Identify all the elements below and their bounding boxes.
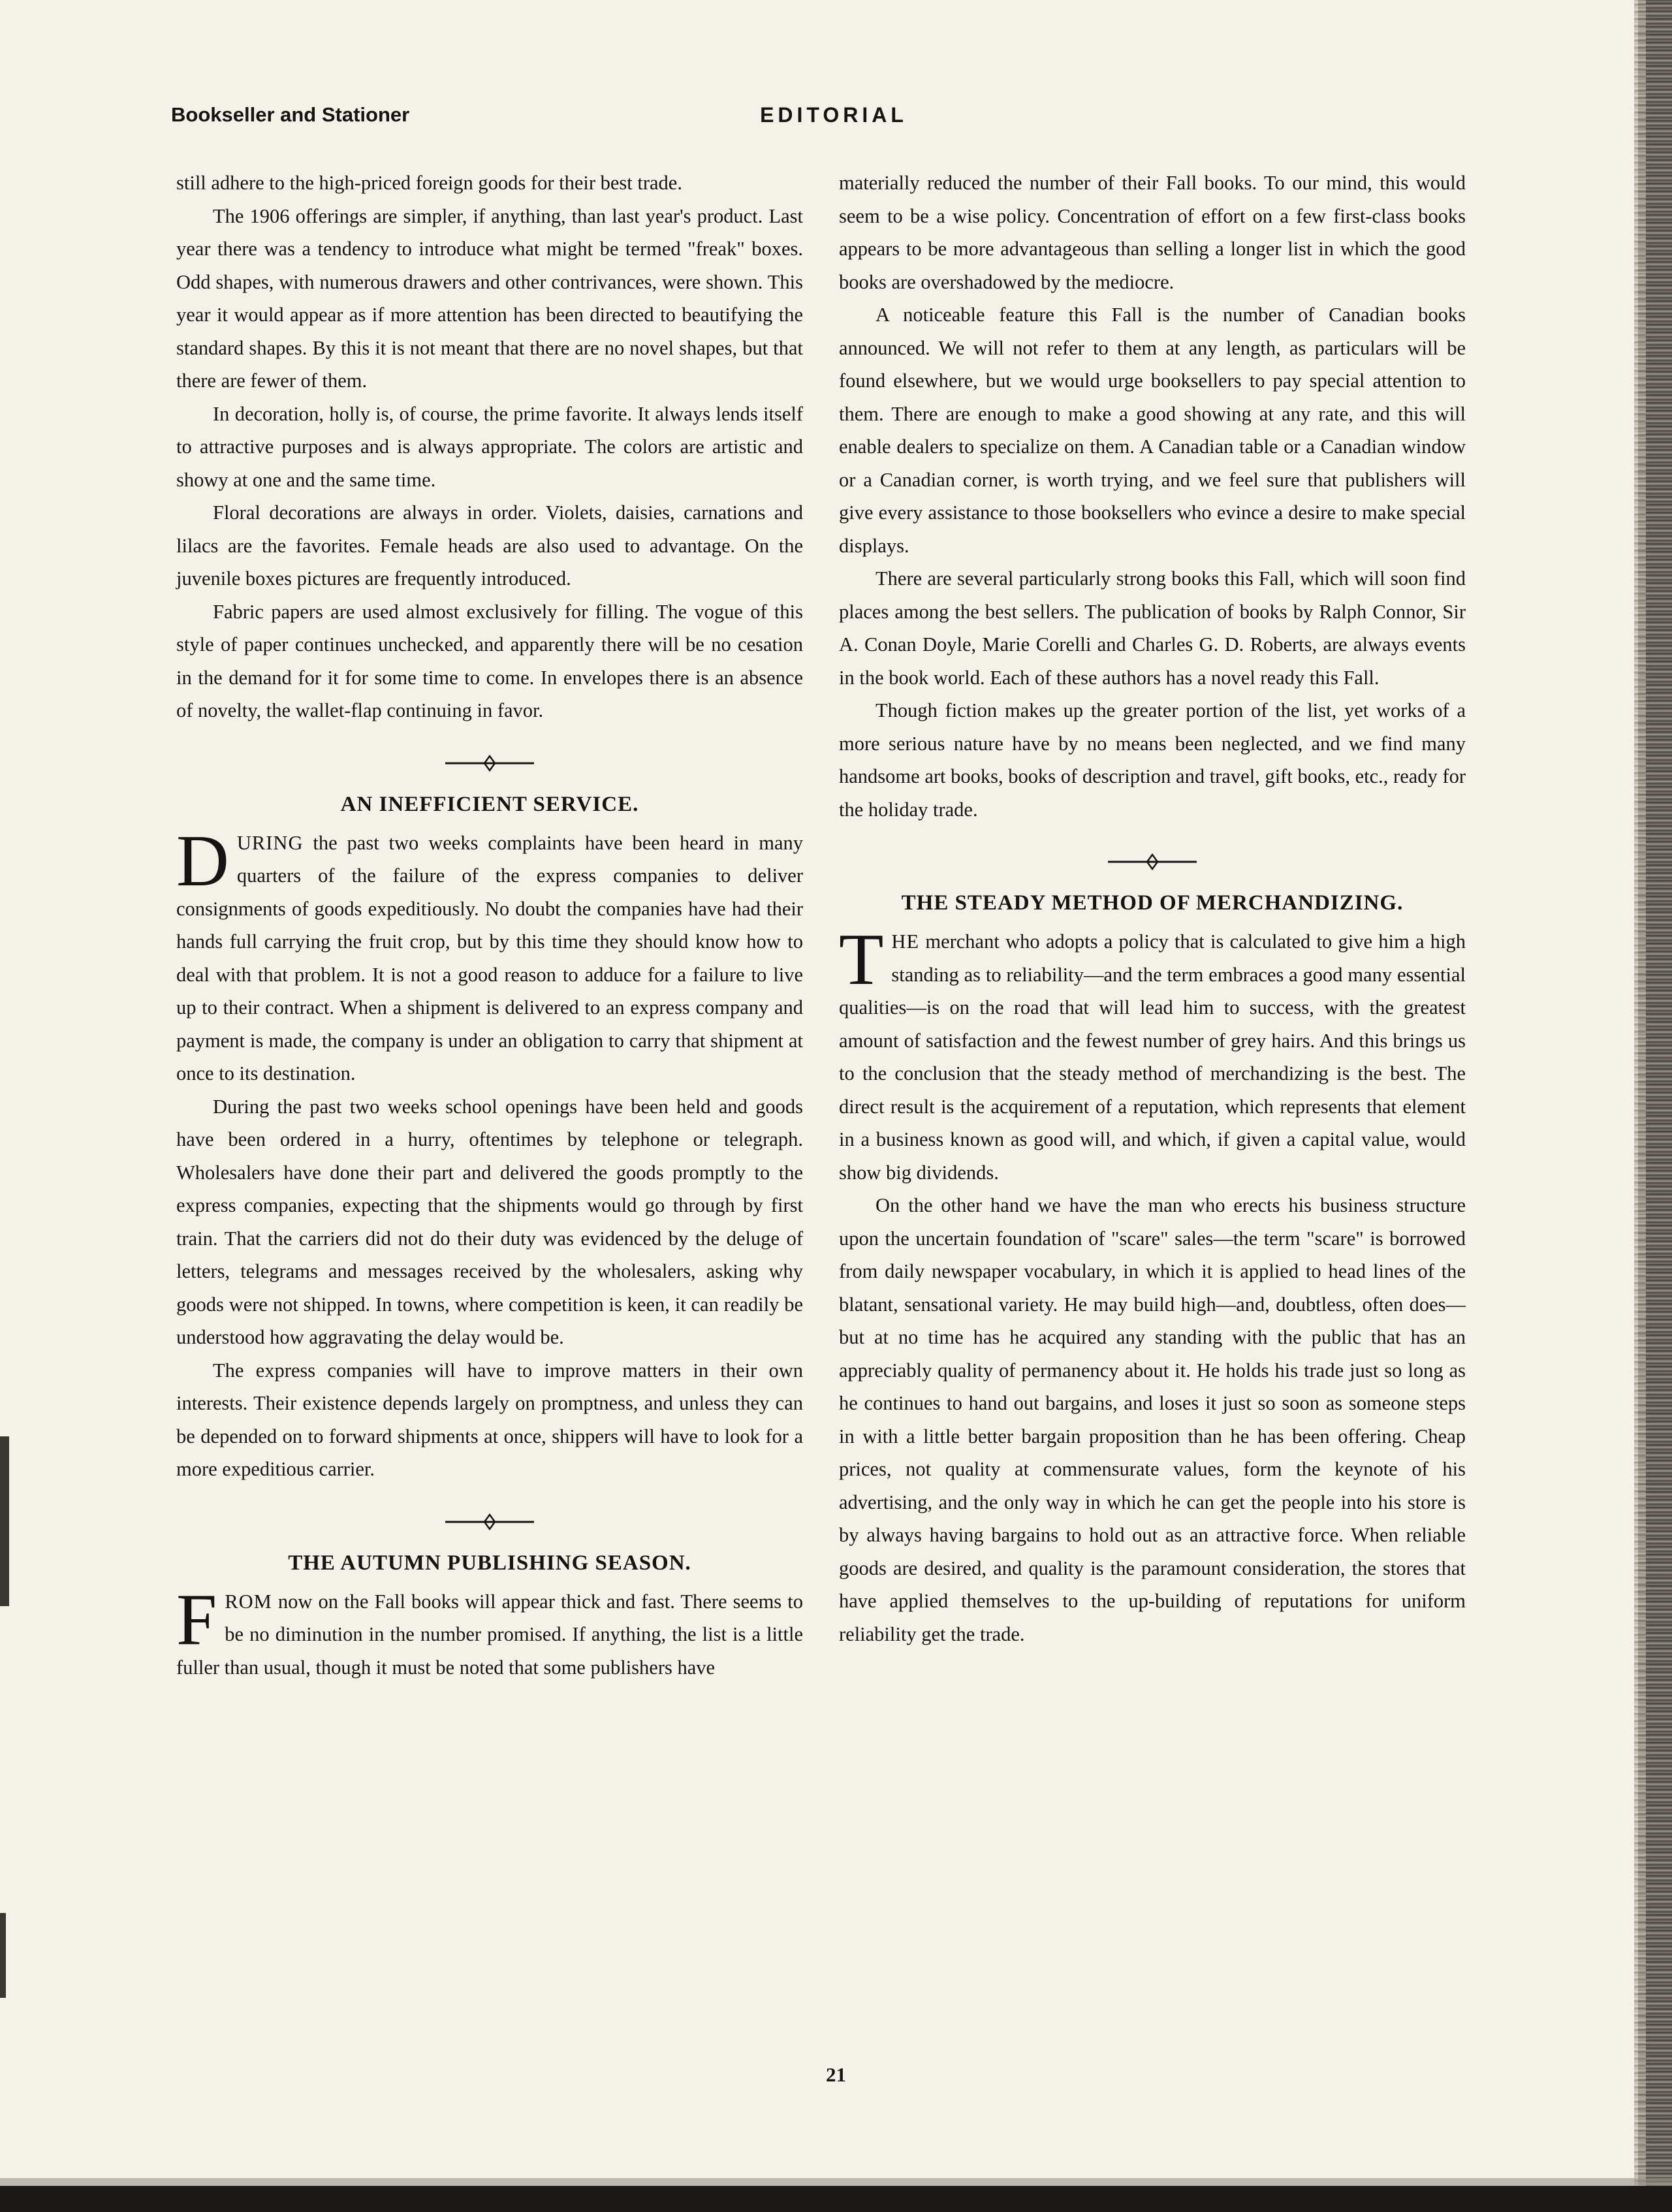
lead-text: now on the Fall books will appear thick and fast. There seems to be no diminution in the number promised. If anything, the list is a little fuller than usual, though it must be noted that some publishers have bbox=[176, 1590, 803, 1679]
body-paragraph: A noticeable feature this Fall is the number of Canadian books announced. We will not refer to them at any length, as particulars will be found elsewhere, but we would urge booksellers to pay special attention to them. There are enough to make a good showing at any rate, and this will enable dealers to specialize on them. A Canadian table or a Canadian window or a Canadian corner, is worth trying, and we feel sure that publishers will give every assistance to those booksellers who evince a desire to make special displays. bbox=[839, 304, 1466, 557]
continued-paragraph: still adhere to the high-priced foreign goods for their best trade. bbox=[176, 172, 682, 194]
body-paragraph: There are several particularly strong books this Fall, which will soon find places among the best sellers. The publication of books by Ralph Connor, Sir A. Conan Doyle, Marie Corelli and Charles G. D. Roberts, are always events in the book world. Each of these authors has a novel ready this Fall. bbox=[839, 567, 1466, 689]
body-paragraph: In decoration, holly is, of course, the prime favorite. It always lends itself to attractive purposes and is always appropriate. The colors are artistic and showy at one and the same time. bbox=[176, 402, 803, 491]
drop-cap: T bbox=[839, 919, 884, 1000]
right-column bbox=[839, 166, 1466, 1651]
drop-cap: D bbox=[176, 820, 229, 902]
article-lead-paragraph bbox=[176, 1579, 803, 1684]
section-label: EDITORIAL bbox=[760, 103, 907, 127]
lead-caps: ROM bbox=[225, 1590, 272, 1613]
article-lead-paragraph bbox=[176, 820, 803, 1090]
left-column bbox=[176, 166, 803, 1684]
section-divider-ornament bbox=[1094, 839, 1211, 885]
continued-paragraph: materially reduced the number of their Fall books. To our mind, this would seem to be a wise policy. Concentration of effort on a few first-class books appears to be more advantageous than selling a longer list in which the good books are overshadowed by the mediocre. bbox=[839, 172, 1466, 293]
lead-text: the past two weeks complaints have been heard in many quarters of the failure of the express companies to deliver consignments of goods expeditiously. No doubt the companies have had their hands full carrying the fruit crop, but by this time they should know how to deal with that problem. It is not a good reason to adduce for a failure to live up to their contract. When a shipment is delivered to an express company and payment is made, the company is under an obligation to carry that shipment at once to its destination. bbox=[176, 831, 803, 1084]
article-lead-paragraph bbox=[839, 919, 1466, 1189]
section-divider-ornament bbox=[431, 1499, 548, 1545]
lead-caps: URING bbox=[236, 831, 304, 854]
scan-edge-bottom bbox=[0, 2186, 1672, 2212]
running-head bbox=[171, 103, 1496, 142]
scan-edge-shading bbox=[1634, 0, 1646, 2212]
page-number: 21 bbox=[826, 2063, 846, 2086]
body-paragraph: The express companies will have to improve matters in their own interests. Their existence depends largely on promptness, and unless they can be depended on to forward shipments at once, shippers will have to look for a more expeditious carrier. bbox=[176, 1359, 803, 1480]
scan-mark-left bbox=[0, 1436, 9, 1606]
body-paragraph: On the other hand we have the man who erects his business structure upon the uncertain foundation of "scare" sales—the term "scare" is borrowed from daily newspaper vocabulary, in which it is applied to head lines of the blatant, sensational variety. He may build high—and, doubtless, often does—but at no time has he acquired any standing with the public that has an appreciably quality of permanency about it. He holds his trade just so long as he continues to hand out bargains, and loses it just so soon as someone steps in with a little better bargain proposition than he has been offering. Cheap prices, not quality at commensurate values, form the keynote of his advertising, and the only way in which he can get the people into his store is by always having bargains to hold out as an attractive force. When reliable goods are desired, and quality is the paramount consideration, the stores that have applied themselves to the up-building of reputations for uniform reliability get the trade. bbox=[839, 1194, 1466, 1645]
article-title: THE STEADY METHOD OF MERCHANDIZING. bbox=[901, 891, 1404, 915]
scan-edge-bottom-shade bbox=[0, 2178, 1672, 2186]
article-title: THE AUTUMN PUBLISHING SEASON. bbox=[288, 1551, 691, 1575]
lead-caps: HE bbox=[891, 930, 920, 953]
body-paragraph: Though fiction makes up the greater portion of the list, yet works of a more serious nature have by no means been neglected, and we find many handsome art books, books of description and travel, gift books, etc., ready for the holiday trade. bbox=[839, 699, 1466, 821]
scan-mark-left-lower bbox=[0, 1913, 6, 1998]
drop-cap: F bbox=[176, 1579, 217, 1660]
lead-text: merchant who adopts a policy that is calculated to give him a high standing as to reliability—and the term embraces a good many essential qualities—is on the road that will lead him to success, with the greatest amount of satisfaction and the fewest number of grey hairs. And this brings us to the conclusion that the steady method of merchandizing is the best. The direct result is the acquirement of a reputation, which represents that element in a business known as good will, and which, if given a capital value, would show big dividends. bbox=[839, 930, 1466, 1184]
section-divider-ornament bbox=[431, 740, 548, 786]
body-paragraph: Fabric papers are used almost exclusively for filling. The vogue of this style of paper continues unchecked, and apparently there will be no cesation in the demand for it for some time to come. In envelopes there is an absence of novelty, the wallet-flap continuing in favor. bbox=[176, 600, 803, 721]
body-paragraph: Floral decorations are always in order. Violets, daisies, carnations and lilacs are the favorites. Female heads are also used to advantage. On the juvenile boxes pictures are frequently introduced. bbox=[176, 501, 803, 590]
body-paragraph: During the past two weeks school openings have been held and goods have been ordered in a hurry, oftentimes by telephone or telegraph. Wholesalers have done their part and delivered the goods promptly to the express companies, expecting that the shipments would go through by first train. That the carriers did not do their duty was evidenced by the deluge of letters, telegrams and messages received by the wholesalers, asking why goods were not shipped. In towns, where competition is keen, it can readily be understood how aggravating the delay would be. bbox=[176, 1095, 803, 1348]
body-paragraph: The 1906 offerings are simpler, if anything, than last year's product. Last year there was a tendency to introduce what might be termed "freak" boxes. Odd shapes, with numerous drawers and other contrivances, were shown. This year it would appear as if more attention has been directed to beautifying the standard shapes. By this it is not meant that there are no novel shapes, but that there are fewer of them. bbox=[176, 204, 803, 392]
article-title: AN INEFFICIENT SERVICE. bbox=[340, 792, 639, 816]
publication-name: Bookseller and Stationer bbox=[171, 103, 410, 126]
